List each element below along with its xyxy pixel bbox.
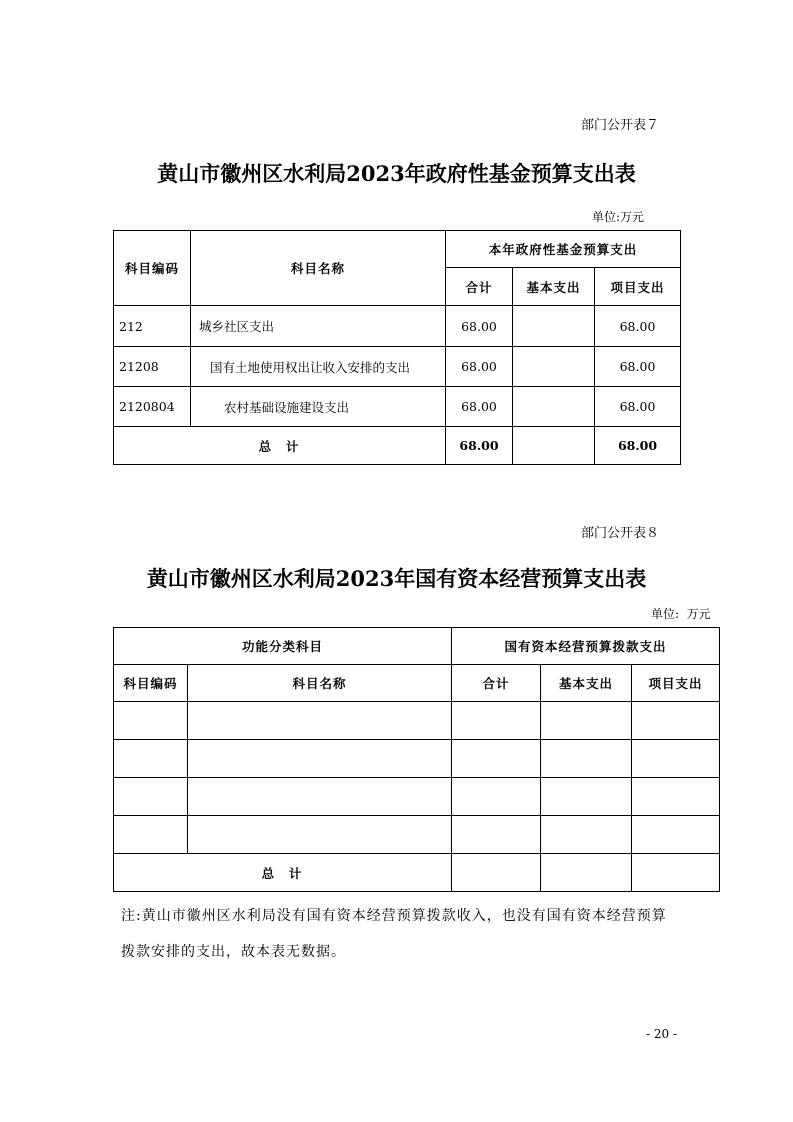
table7-header-group: 本年政府性基金预算支出 — [446, 231, 681, 268]
row-total: 68.00 — [446, 306, 513, 347]
page-number: - 20 - — [646, 1027, 678, 1041]
table8 — [113, 627, 720, 892]
table7-unit: 单位:万元 — [592, 210, 645, 224]
table-row — [114, 816, 720, 854]
row-name: 城乡社区支出 — [191, 306, 446, 347]
table-row — [114, 740, 720, 778]
table7-label: 部门公开表７ — [581, 118, 660, 133]
row-total: 68.00 — [446, 387, 513, 427]
row-name: 国有土地使用权出让收入安排的支出 — [191, 347, 446, 387]
table8-header-category: 功能分类科目 — [114, 628, 452, 665]
sum-basic — [513, 427, 595, 465]
note-line-2: 拨款安排的支出，故本表无数据。 — [121, 944, 346, 960]
row-name: 农村基础设施建设支出 — [191, 387, 446, 427]
table-row — [114, 702, 720, 740]
table-row — [114, 387, 681, 427]
sum-project: 68.00 — [595, 427, 681, 465]
table8-unit: 单位: 万元 — [651, 607, 711, 621]
table8-header-total: 合计 — [452, 665, 541, 702]
row-basic — [513, 347, 595, 387]
table7-header-basic: 基本支出 — [513, 268, 595, 306]
row-total: 68.00 — [446, 347, 513, 387]
sum-label: 总 计 — [114, 854, 452, 892]
row-code: 212 — [114, 306, 191, 347]
table8-header-code: 科目编码 — [114, 665, 188, 702]
table7 — [113, 230, 681, 465]
note-line-1: 注:黄山市徽州区水利局没有国有资本经营预算拨款收入，也没有国有资本经营预算 — [121, 908, 667, 924]
table7-header-project: 项目支出 — [595, 268, 681, 306]
sum-total: 68.00 — [446, 427, 513, 465]
row-code: 2120804 — [114, 387, 191, 427]
note — [121, 898, 721, 970]
table-row — [114, 347, 681, 387]
table7-title: 黄山市徽州区水利局2023年政府性基金预算支出表 — [157, 161, 636, 186]
table-row — [114, 306, 681, 347]
table7-header-total: 合计 — [446, 268, 513, 306]
row-basic — [513, 306, 595, 347]
table-row — [114, 778, 720, 816]
table7-header-name: 科目名称 — [191, 231, 446, 306]
table7-sum-row — [114, 427, 681, 465]
table7-header-code: 科目编码 — [114, 231, 191, 306]
row-project: 68.00 — [595, 306, 681, 347]
table8-header-basic: 基本支出 — [541, 665, 632, 702]
row-project: 68.00 — [595, 387, 681, 427]
row-code: 21208 — [114, 347, 191, 387]
sum-label: 总 计 — [114, 427, 446, 465]
table8-header-group: 国有资本经营预算拨款支出 — [452, 628, 720, 665]
table8-header-project: 项目支出 — [632, 665, 720, 702]
table8-sum-row — [114, 854, 720, 892]
row-basic — [513, 387, 595, 427]
table8-title: 黄山市徽州区水利局2023年国有资本经营预算支出表 — [146, 566, 647, 591]
table8-label: 部门公开表８ — [581, 526, 660, 541]
table8-header-name: 科目名称 — [188, 665, 452, 702]
row-project: 68.00 — [595, 347, 681, 387]
